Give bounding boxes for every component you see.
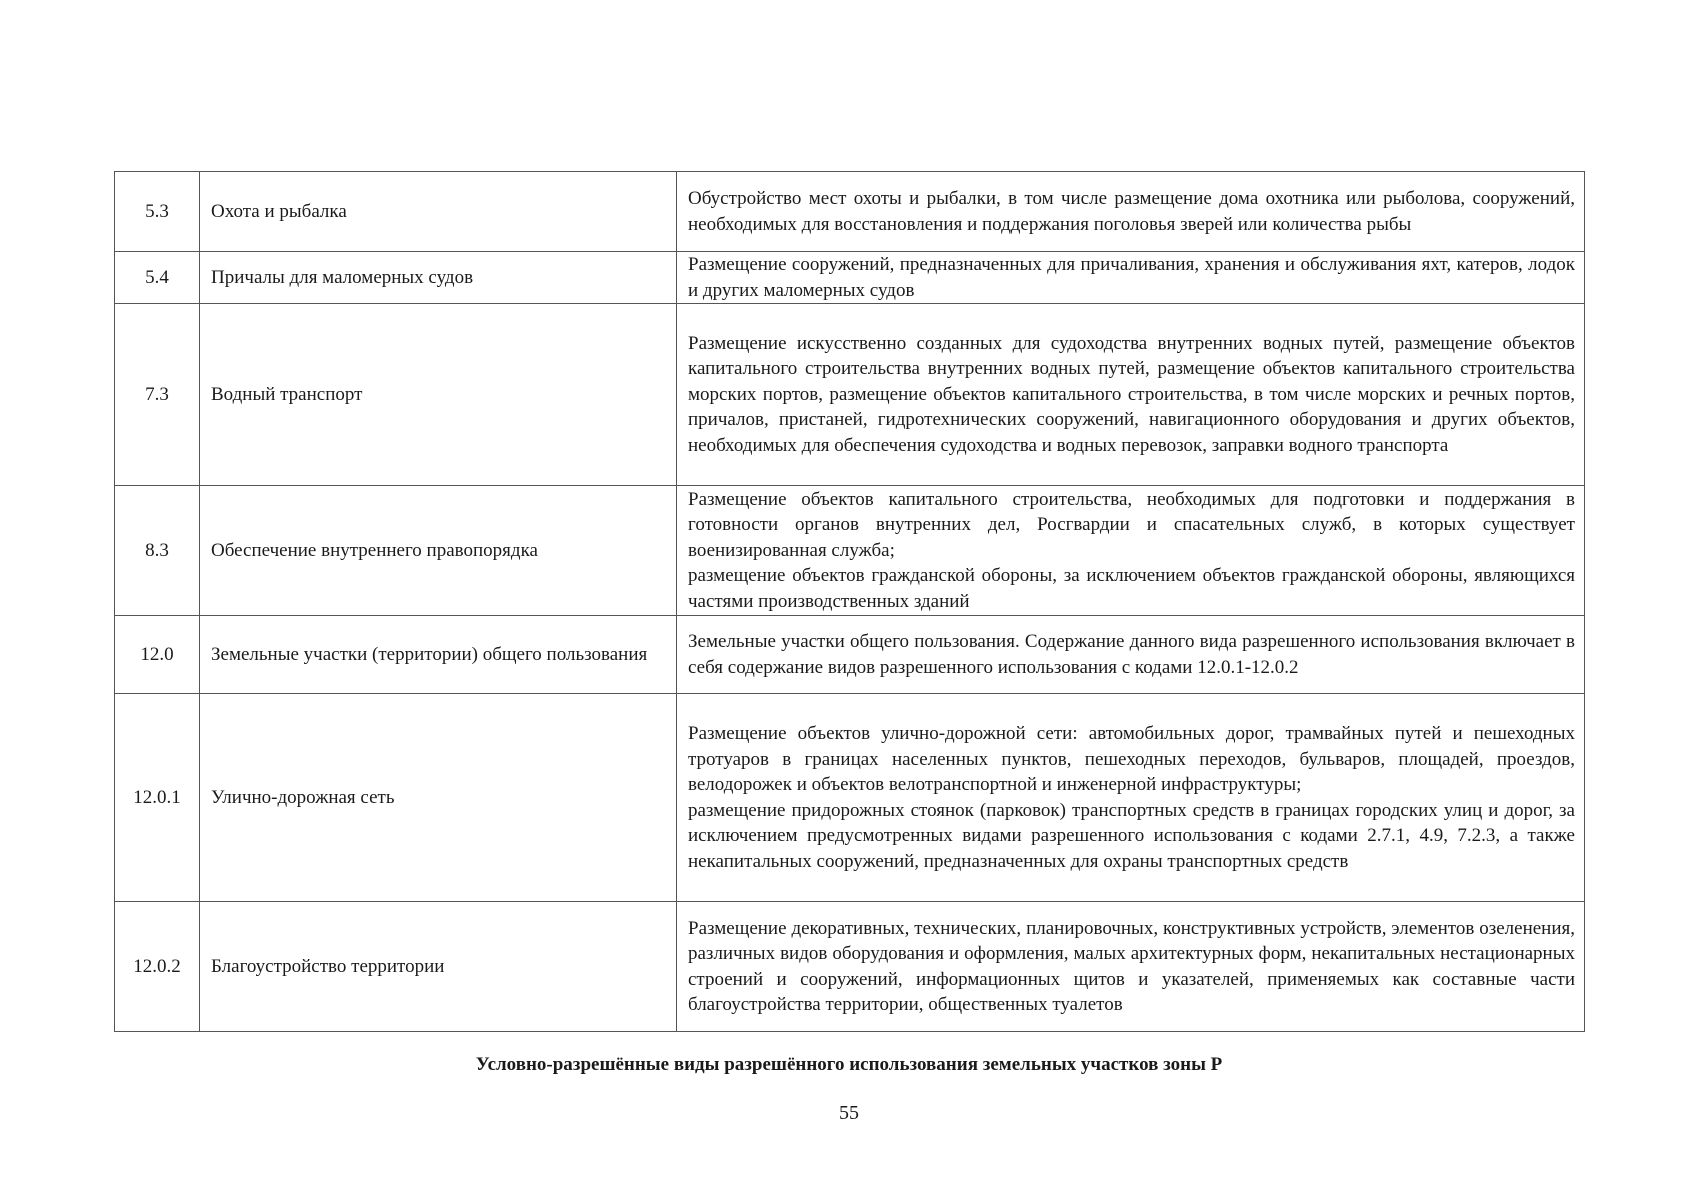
description-paragraph: Земельные участки общего пользования. Содержание данного вида разрешенного использования включает в себя содержание видов разрешенного использования с кодами 12.0.1-12.0.2 — [688, 631, 1575, 678]
row-name: Причалы для маломерных судов — [200, 252, 677, 304]
description-paragraph: размещение придорожных стоянок (парковок) транспортных средств в границах городских улиц и дорог, за исключением предусмотренных видами разрешенного использования с кодами 2.7.1, 4.9, 7.2.3, а также некапитальных сооружений, предназначенных для охраны транспортных средств — [688, 799, 1575, 872]
description-paragraph: Размещение искусственно созданных для судоходства внутренних водных путей, размещение объектов капитального строительства внутренних водных путей, размещение объектов капитального строительства морских портов, размещение объектов капитального строительства, в том числе морских и речных портов, причалов, пристаней, гидротехнических сооружений, навигационного оборудования и других объектов, необходимых для обеспечения судоходства и водных перевозок, заправки водного транспорта — [688, 332, 1575, 457]
description-paragraph: Размещение объектов капитального строительства, необходимых для подготовки и поддержания в готовности органов внутренних дел, Росгвардии и спасательных служб, в которых существует военизированная служба; — [688, 488, 1575, 561]
table-row — [115, 902, 1585, 1032]
table-row — [115, 616, 1585, 694]
row-name: Охота и рыбалка — [200, 172, 677, 252]
row-code: 12.0.2 — [115, 902, 200, 1032]
row-code: 8.3 — [115, 486, 200, 616]
table-row — [115, 694, 1585, 902]
row-description — [677, 486, 1585, 616]
table-row — [115, 172, 1585, 252]
row-code: 12.0.1 — [115, 694, 200, 902]
description-paragraph: Обустройство мест охоты и рыбалки, в том числе размещение дома охотника или рыболова, сооружений, необходимых для восстановления и поддержания поголовья зверей или количества рыбы — [688, 187, 1575, 235]
row-description — [677, 304, 1585, 486]
row-name: Водный транспорт — [200, 304, 677, 486]
row-name: Улично-дорожная сеть — [200, 694, 677, 902]
table-row — [115, 304, 1585, 486]
row-code: 5.4 — [115, 252, 200, 304]
row-description — [677, 694, 1585, 902]
page-number: 55 — [839, 1102, 859, 1124]
table-row — [115, 252, 1585, 304]
row-description — [677, 252, 1585, 304]
land-use-table — [114, 171, 1585, 1032]
row-description — [677, 902, 1585, 1032]
row-code: 5.3 — [115, 172, 200, 252]
description-paragraph: Размещение объектов улично-дорожной сети: автомобильных дорог, трамвайных путей и пешеходных тротуаров в границах населенных пунктов, пешеходных переходов, бульваров, площадей, проездов, велодорожек и объектов велотранспортной и инженерной инфраструктуры; — [688, 722, 1575, 796]
section-caption: Условно-разрешённые виды разрешённого использования земельных участков зоны Р — [475, 1054, 1223, 1075]
table-row — [115, 486, 1585, 616]
row-name: Обеспечение внутреннего правопорядка — [200, 486, 677, 616]
row-code: 12.0 — [115, 616, 200, 694]
row-description — [677, 616, 1585, 694]
row-code: 7.3 — [115, 304, 200, 486]
row-name: Земельные участки (территории) общего пользования — [200, 616, 677, 694]
description-paragraph: размещение объектов гражданской обороны, за исключением объектов гражданской обороны, являющихся частями производственных зданий — [688, 565, 1575, 613]
description-paragraph: Размещение сооружений, предназначенных для причаливания, хранения и обслуживания яхт, катеров, лодок и других маломерных судов — [688, 254, 1575, 301]
description-paragraph: Размещение декоративных, технических, планировочных, конструктивных устройств, элементов озеленения, различных видов оборудования и оформления, малых архитектурных форм, некапитальных нестационарных строений и сооружений, информационных щитов и указателей, применяемых как составные части благоустройства территории, общественных туалетов — [688, 917, 1575, 1016]
row-name: Благоустройство территории — [200, 902, 677, 1032]
row-description — [677, 172, 1585, 252]
